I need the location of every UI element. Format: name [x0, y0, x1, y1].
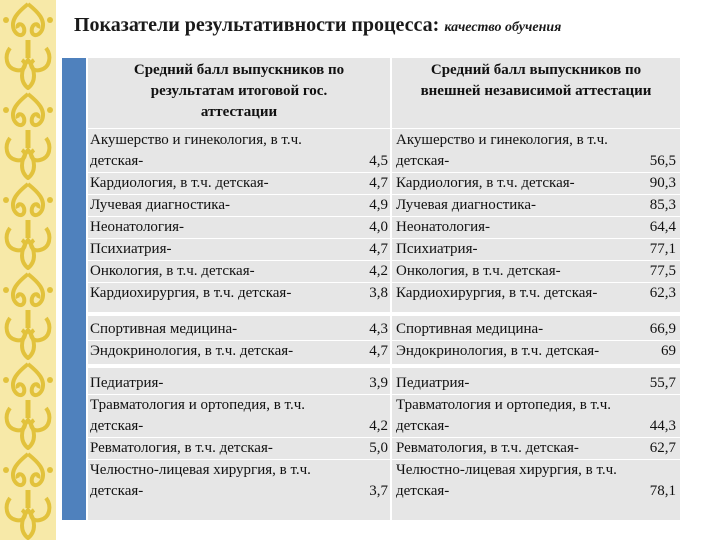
accent-bar — [62, 58, 86, 520]
section-gap — [88, 312, 680, 316]
results-table — [88, 58, 680, 520]
table-row: Спортивная медицина- 66,9 — [396, 321, 676, 337]
decorative-ornament-border — [0, 0, 56, 540]
title-main: Показатели результативности процесса: — [74, 14, 440, 36]
table-row: Эндокринология, в т.ч. детская- 69 — [396, 343, 676, 359]
table-row: Кардиология, в т.ч. детская- 4,7 — [90, 175, 388, 191]
left-column-header: Средний балл выпускников по результатам итоговой гос. аттестации — [133, 62, 345, 120]
table-row: Онкология, в т.ч. детская- 4,2 — [90, 263, 388, 279]
table-row: Челюстно-лицевая хирургия, в т.ч. — [90, 462, 311, 478]
table-row: Кардиохирургия, в т.ч. детская- 3,8 — [90, 285, 388, 301]
table-row: Травматология и ортопедия, в т.ч. — [396, 397, 611, 413]
table-row: детская- 3,7 — [90, 483, 388, 499]
table-row: Кардиология, в т.ч. детская- 90,3 — [396, 175, 676, 191]
table-row: Лучевая диагностика- 85,3 — [396, 197, 676, 213]
table-row: Акушерство и гинекология, в т.ч. — [396, 132, 608, 148]
ornament-pattern-icon — [0, 0, 56, 540]
table-row: Психиатрия- 4,7 — [90, 241, 388, 257]
table-row: Спортивная медицина- 4,3 — [90, 321, 388, 337]
table-row: Кардиохирургия, в т.ч. детская- 62,3 — [396, 285, 676, 301]
table-row: детская- 4,5 — [90, 153, 388, 169]
table-row: Эндокринология, в т.ч. детская- 4,7 — [90, 343, 388, 359]
table-row: детская- 56,5 — [396, 153, 676, 169]
table-row: Неонатология- 64,4 — [396, 219, 676, 235]
table-row: Ревматология, в т.ч. детская- 5,0 — [90, 440, 388, 456]
table-row: Психиатрия- 77,1 — [396, 241, 676, 257]
table-row: Лучевая диагностика- 4,9 — [90, 197, 388, 213]
table-row: Травматология и ортопедия, в т.ч. — [90, 397, 305, 413]
table-row: Акушерство и гинекология, в т.ч. — [90, 132, 302, 148]
table-row: Онкология, в т.ч. детская- 77,5 — [396, 263, 676, 279]
table-row: детская- 78,1 — [396, 483, 676, 499]
right-column-header: Средний балл выпускников по внешней независимой аттестации — [420, 62, 652, 99]
header-divider — [88, 128, 680, 129]
section-gap — [88, 364, 680, 368]
slide-title — [74, 14, 714, 46]
title-subtitle: качество обучения — [444, 20, 562, 35]
table-row: Ревматология, в т.ч. детская- 62,7 — [396, 440, 676, 456]
table-row: детская- 4,2 — [90, 418, 388, 434]
table-row: Неонатология- 4,0 — [90, 219, 388, 235]
table-row: Педиатрия- 55,7 — [396, 375, 676, 391]
table-row: детская- 44,3 — [396, 418, 676, 434]
table-row: Челюстно-лицевая хирургия, в т.ч. — [396, 462, 617, 478]
table-row: Педиатрия- 3,9 — [90, 375, 388, 391]
